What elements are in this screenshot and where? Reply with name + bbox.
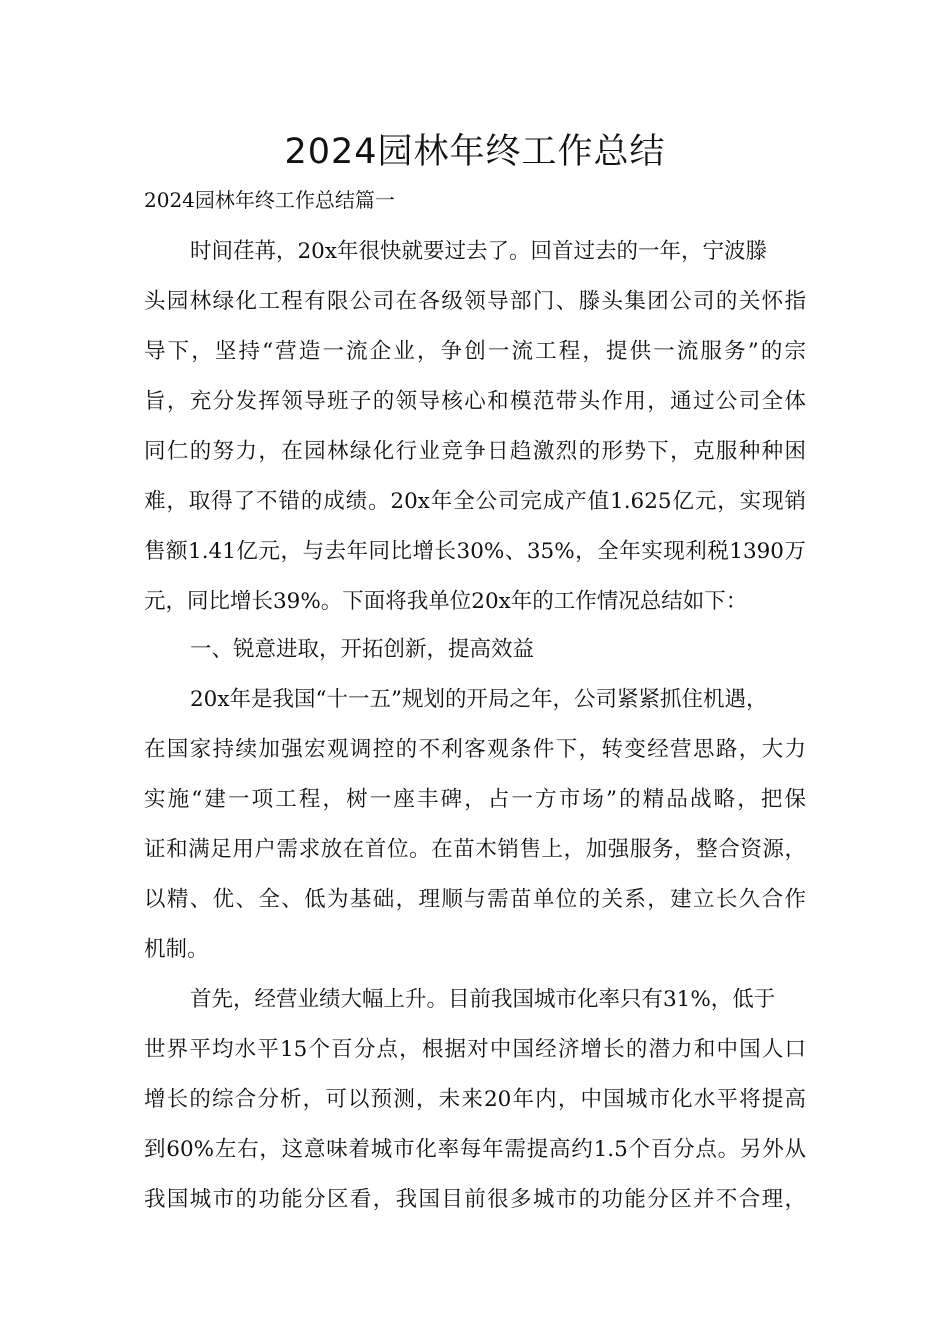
paragraph-2-line-5: 以精、优、全、低为基础，理顺与需苗单位的关系，建立长久合作 bbox=[144, 887, 806, 912]
document-subtitle: 2024园林年终工作总结篇一 bbox=[144, 188, 395, 212]
paragraph-2-line-1: 20x年是我国“十一五”规划的开局之年，公司紧紧抓住机遇， bbox=[190, 687, 768, 712]
paragraph-2-line-4: 证和满足用户需求放在首位。在苗木销售上，加强服务，整合资源， bbox=[144, 837, 806, 862]
paragraph-3-line-2: 世界平均水平15个百分点，根据对中国经济增长的潜力和中国人口 bbox=[144, 1037, 806, 1062]
document-title: 2024园林年终工作总结 bbox=[284, 132, 666, 172]
paragraph-3-line-4: 到60%左右，这意味着城市化率每年需提高约1.5个百分点。另外从 bbox=[144, 1137, 806, 1162]
paragraph-1-line-8: 元，同比增长39%。下面将我单位20x年的工作情况总结如下： bbox=[144, 589, 748, 614]
paragraph-1-line-4: 旨，充分发挥领导班子的领导核心和模范带头作用，通过公司全体 bbox=[144, 389, 806, 414]
paragraph-1-line-7: 售额1.41亿元，与去年同比增长30%、35%，全年实现利税1390万 bbox=[144, 539, 806, 564]
paragraph-3-line-5: 我国城市的功能分区看，我国目前很多城市的功能分区并不合理， bbox=[144, 1187, 806, 1212]
paragraph-2-line-6: 机制。 bbox=[144, 937, 209, 962]
section-heading-1: 一、锐意进取，开拓创新，提高效益 bbox=[190, 637, 535, 662]
paragraph-1-line-3: 导下，坚持“营造一流企业，争创一流工程，提供一流服务”的宗 bbox=[144, 339, 806, 364]
paragraph-3-line-1: 首先，经营业绩大幅上升。目前我国城市化率只有31%，低于 bbox=[190, 987, 776, 1012]
paragraph-1-line-6: 难，取得了不错的成绩。20x年全公司完成产值1.625亿元，实现销 bbox=[144, 489, 806, 514]
paragraph-2-line-2: 在国家持续加强宏观调控的不利客观条件下，转变经营思路，大力 bbox=[144, 737, 806, 762]
paragraph-1-line-1: 时间荏苒，20x年很快就要过去了。回首过去的一年，宁波滕 bbox=[190, 239, 767, 264]
paragraph-2-line-3: 实施“建一项工程，树一座丰碑，占一方市场”的精品战略，把保 bbox=[144, 787, 806, 812]
paragraph-1-line-2: 头园林绿化工程有限公司在各级领导部门、滕头集团公司的关怀指 bbox=[144, 289, 806, 314]
paragraph-1-line-5: 同仁的努力，在园林绿化行业竞争日趋激烈的形势下，克服种种困 bbox=[144, 439, 806, 464]
paragraph-3-line-3: 增长的综合分析，可以预测，未来20年内，中国城市化水平将提高 bbox=[144, 1087, 806, 1112]
